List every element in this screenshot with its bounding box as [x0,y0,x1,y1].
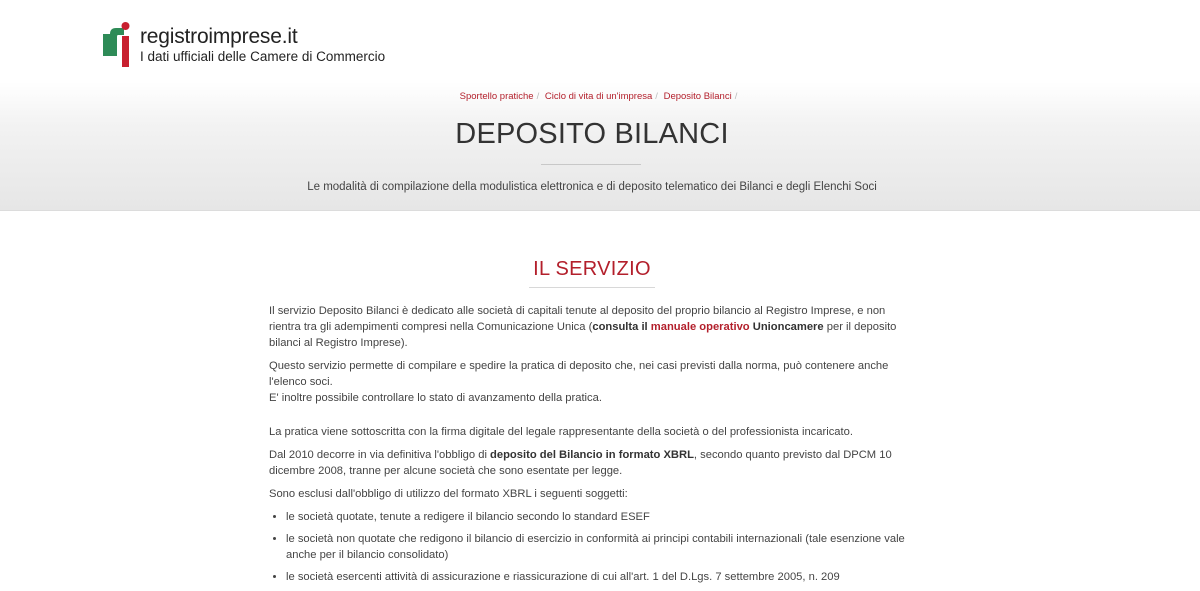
page-subtitle: Le modalità di compilazione della modulistica elettronica e di deposito telematico dei Bilanci e degli Elenchi Soci [307,181,877,193]
logo-tagline: I dati ufficiali delle Camere di Commercio [140,49,386,64]
breadcrumb-separator: / [655,91,658,102]
logo-name: registroimprese.it [140,25,298,48]
paragraph-service: Questo servizio permette di compilare e spedire la pratica di deposito che, nei casi previsti dalla norma, può contenere anche l'elenco soci. E' inoltre possibile controllare lo stato di avanzamento della pratica. [269,360,889,404]
page-hero [0,82,1200,211]
breadcrumb-item-deposito-bilanci[interactable]: Deposito Bilanci [663,91,732,102]
breadcrumb-separator: / [536,91,540,102]
exclusions-list [269,509,919,585]
section-body [269,303,919,591]
logo-text [140,26,385,65]
breadcrumb-item-ciclo-di-vita[interactable]: Ciclo di vita di un'impresa [544,91,653,102]
paragraph-xbrl: Dal 2010 decorre in via definitiva l'obbligo di deposito del Bilancio in formato XBRL, secondo quanto previsto dal DPCM 10 dicembre 2008, tranne per alcune società che sono esentate per legge. [269,449,892,477]
list-item: • le società quotate, tenute a redigere il bilancio secondo lo standard ESEF [286,509,919,525]
list-item: • le società non quotate che redigono il bilancio di esercizio in conformità ai principi contabili internazionali (tale esenzione vale anche per il bilancio consolidato) [286,531,919,563]
list-item: • le società esercenti attività di assicurazione e riassicurazione di cui all'art. 1 del D.Lgs. 7 settembre 2005, n. 209 [286,569,919,585]
registroimprese-logo-icon [102,20,136,68]
paragraph-intro: Il servizio Deposito Bilanci è dedicato alle società di capitali tenute al deposito del proprio bilancio al Registro Imprese, e non rientra tra gli adempimenti compresi nella Comunicazione Unica (consulta il manuale operativo Unioncamere per il deposito bilanci al Registro Imprese). [269,305,897,349]
breadcrumb [0,91,1200,102]
breadcrumb-item-sportello-pratiche[interactable]: Sportello pratiche [459,91,534,102]
page-title: DEPOSITO BILANCI [455,118,729,150]
paragraph-exclusions: Sono esclusi dall'obbligo di utilizzo del formato XBRL i seguenti soggetti: [269,488,628,500]
manuale-operativo-link[interactable]: manuale operativo [650,321,750,333]
paragraph-signature: La pratica viene sottoscritta con la firma digitale del legale rappresentante della società o del professionista incaricato. [269,426,853,438]
site-logo-link[interactable] [102,20,385,68]
section-title: IL SERVIZIO [529,258,655,288]
title-divider [541,164,641,165]
breadcrumb-separator: / [734,91,738,102]
site-header [0,0,1200,82]
